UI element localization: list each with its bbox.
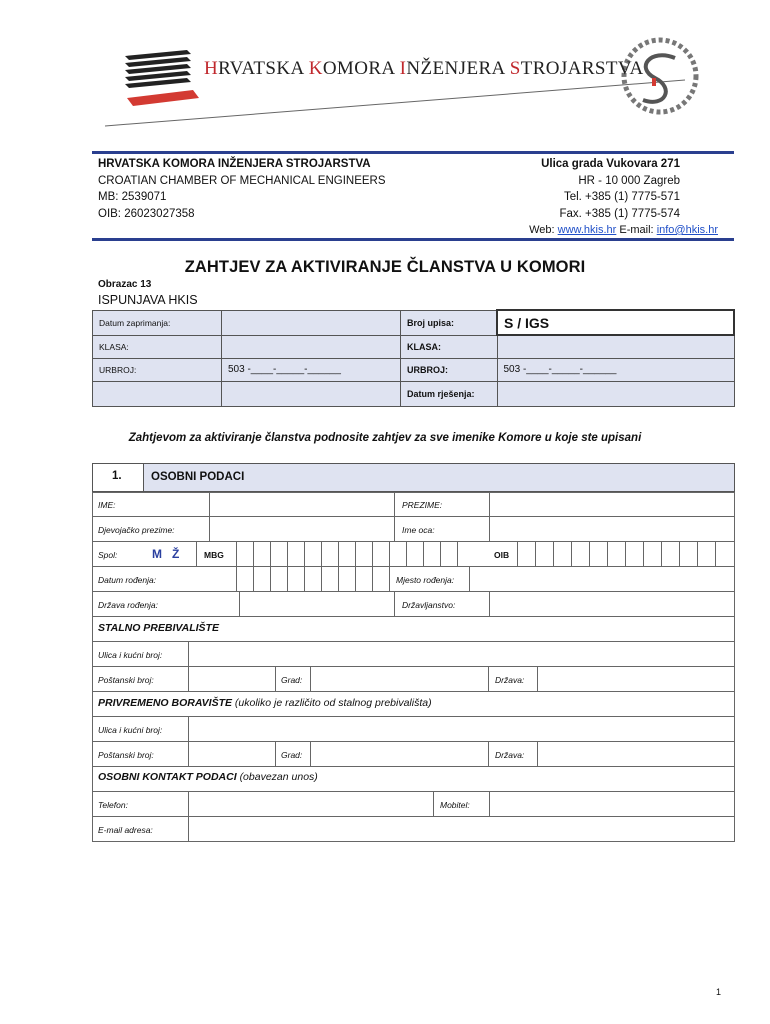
section1-number: 1. [112,470,122,482]
date-digit-box[interactable] [321,566,339,592]
datum-rjesenja-label: Datum rješenja: [401,381,498,406]
mjesto-rodenja-field[interactable] [469,566,735,592]
date-digit-box[interactable] [338,566,356,592]
ulica2-label: Ulica i kućni broj: [98,725,163,735]
mbg-digit-box[interactable] [423,541,441,567]
urbroj-right-field[interactable]: 503 -____-_____-______ [497,358,734,381]
ime-field[interactable] [209,492,395,517]
postanski1-field[interactable] [188,666,276,692]
urbroj-label: URBROJ: [93,358,222,381]
postanski1-label: Poštanski broj: [98,675,154,685]
date-digit-box[interactable] [236,566,254,592]
oib-digit-box[interactable] [697,541,716,567]
drzava1-label: Država: [495,675,525,685]
oib-digit-box[interactable] [553,541,572,567]
org-fax: Fax. +385 (1) 7775-574 [559,207,680,220]
mbg-digit-box[interactable] [236,541,254,567]
urbroj-field[interactable]: 503 -____-_____-______ [222,358,401,381]
urbroj-right-label: URBROJ: [401,358,498,381]
org-name-hr: HRVATSKA KOMORA INŽENJERA STROJARSTVA [98,158,371,170]
date-digit-box[interactable] [270,566,288,592]
mbg-digit-box[interactable] [287,541,305,567]
org-web-line: Web: www.hkis.hr E-mail: info@hkis.hr [529,224,718,236]
org-city: HR - 10 000 Zagreb [578,174,680,187]
oib-digit-box[interactable] [607,541,626,567]
datum-zaprimanja-field[interactable] [222,310,401,335]
mbg-digit-box[interactable] [338,541,356,567]
org-oib: OIB: 26023027358 [98,207,195,220]
datum-rjesenja-field[interactable] [497,381,734,406]
org-mb: MB: 2539071 [98,191,167,203]
grad2-label: Grad: [281,750,303,760]
drzava2-field[interactable] [537,741,735,767]
oib-label: OIB [494,550,510,560]
date-digit-box[interactable] [304,566,322,592]
grad2-field[interactable] [310,741,489,767]
office-use-table [92,309,735,407]
org-street: Ulica grada Vukovara 271 [541,158,680,170]
broj-upisa-value[interactable]: S / IGS [497,310,734,335]
mbg-digit-box[interactable] [270,541,288,567]
date-digit-box[interactable] [355,566,373,592]
prezime-field[interactable] [489,492,735,517]
date-digit-box[interactable] [253,566,271,592]
oib-digit-box[interactable] [571,541,590,567]
mobitel-label: Mobitel: [440,800,470,810]
form-title: ZAHTJEV ZA AKTIVIRANJE ČLANSTVA U KOMORI [184,258,586,276]
telefon-label: Telefon: [98,800,128,810]
djevojacko-field[interactable] [209,516,395,542]
kontakt-heading: OSOBNI KONTAKT PODACI (obavezan unos) [98,771,318,783]
divider [389,566,390,592]
prezime-label: PREZIME: [402,500,443,510]
divider [196,541,197,567]
mbg-label: MBG [204,550,224,560]
grad1-field[interactable] [310,666,489,692]
spol-m-option[interactable]: M [152,547,162,561]
privremeno-heading: PRIVREMENO BORAVIŠTE (ukoliko je različito od stalnog prebivališta) [98,697,432,709]
oib-digit-box[interactable] [625,541,644,567]
oib-digit-box[interactable] [643,541,662,567]
date-digit-box[interactable] [287,566,305,592]
email-label: E-mail adresa: [98,825,153,835]
spol-label: Spol: [98,550,118,560]
ulica2-field[interactable] [188,716,735,742]
broj-upisa-label: Broj upisa: [401,310,498,335]
datum-rodenja-label: Datum rođenja: [98,575,157,585]
mbg-digit-box[interactable] [406,541,424,567]
mbg-digit-box[interactable] [372,541,390,567]
org-info-left [98,156,386,222]
form-number: Obrazac 13 [98,279,152,290]
mbg-digit-box[interactable] [321,541,339,567]
ime-oca-label: Ime oca: [402,525,435,535]
klasa-field[interactable] [222,335,401,358]
mjesto-rodenja-label: Mjesto rođenja: [396,575,455,585]
klasa-label: KLASA: [93,335,222,358]
mbg-digit-box[interactable] [440,541,458,567]
email-field[interactable] [188,816,735,842]
mobitel-field[interactable] [489,791,735,817]
brand-name: HRVATSKA KOMORA INŽENJERA STROJARSTVA [204,58,644,79]
filled-by-label: ISPUNJAVA HKIS [98,293,198,307]
mbg-digit-box[interactable] [253,541,271,567]
ulica1-field[interactable] [188,641,735,667]
section1-title: OSOBNI PODACI [151,471,245,483]
klasa-right-field[interactable] [497,335,734,358]
instruction-text: Zahtjevom za aktiviranje članstva podnosite zahtjev za sve imenike Komore u koje ste upisani [128,432,642,444]
oib-digit-box[interactable] [679,541,698,567]
ulica1-label: Ulica i kućni broj: [98,650,163,660]
djevojacko-label: Djevojačko prezime: [98,525,175,535]
org-info-right [500,156,680,222]
telefon-field[interactable] [188,791,434,817]
page-number: 1 [716,987,722,997]
oib-digit-box[interactable] [661,541,680,567]
drzava-rodenja-field[interactable] [239,591,395,617]
empty-cell [93,381,222,406]
ime-oca-field[interactable] [489,516,735,542]
header-rule-top [92,151,734,154]
mbg-digit-box[interactable] [389,541,407,567]
stalno-heading: STALNO PREBIVALIŠTE [98,622,219,634]
org-name-en: CROATIAN CHAMBER OF MECHANICAL ENGINEERS [98,174,386,187]
org-tel: Tel. +385 (1) 7775-571 [563,191,680,203]
postanski2-field[interactable] [188,741,276,767]
oib-digit-box[interactable] [535,541,554,567]
drzava1-field[interactable] [537,666,735,692]
email-link[interactable]: info@hkis.hr [656,224,718,236]
drzavljanstvo-field[interactable] [489,591,735,617]
drzava-rodenja-label: Država rođenja: [98,600,159,610]
grad1-label: Grad: [281,675,303,685]
ime-label: IME: [98,500,116,510]
web-link[interactable]: www.hkis.hr [557,224,617,236]
drzavljanstvo-label: Državljanstvo: [402,600,456,610]
oib-digit-box[interactable] [517,541,536,567]
postanski2-label: Poštanski broj: [98,750,154,760]
spol-z-option[interactable]: Ž [172,547,180,561]
datum-zaprimanja-label: Datum zaprimanja: [93,310,222,335]
empty-cell [222,381,401,406]
mbg-digit-box[interactable] [355,541,373,567]
oib-digit-box[interactable] [589,541,608,567]
mbg-digit-box[interactable] [304,541,322,567]
klasa-right-label: KLASA: [401,335,498,358]
header-rule-bottom [92,238,734,241]
drzava2-label: Država: [495,750,525,760]
